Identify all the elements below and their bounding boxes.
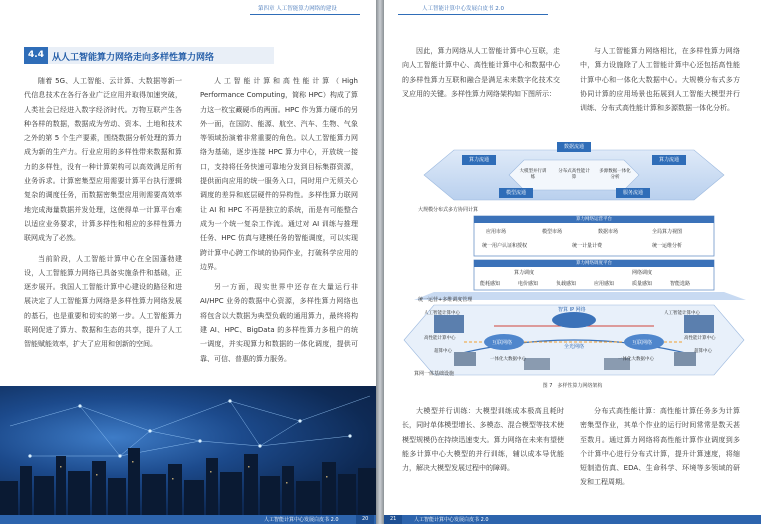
paragraph: 与人工智能算力网络相比，在多样性算力网络中，算力设施除了人工智能计算中心还包括高性能计算中心和一体化大数据中心。大规模分布式多方协同计算的应用场景也拓展到人工智能大模型并行训练、分布式高性能计算和多源数据一体化分析。 — [580, 47, 740, 113]
paragraph: 因此，算力网络从人工智能计算中心互联，走向人工智能计算中心、高性能计算中心和数据中心的多样性算力互联和融合是满足未来数字化技术交叉应用的关键。多样性算力网络架构如下图所示： — [402, 47, 560, 98]
flow-label: 算力流通 — [652, 155, 686, 165]
flow-label: 模型流通 — [499, 188, 533, 198]
footer-title: 人工智能计算中心发展白皮书 2.0 — [264, 517, 339, 523]
left-column-2 — [200, 74, 358, 372]
right-intro-column-2 — [580, 44, 740, 121]
center-label: 超算中心 — [694, 349, 712, 354]
paragraph: 大模型并行训练：大模型训练成本极高且耗时长，同时单体模型增长、多模态、混合模型等技术使模型规模仍在持续迅速变大。算力网络在未来有望使能多计算中心大模型的并行训练，辅以成本导优能力，解决大模型发展过程中的障碍。 — [402, 407, 564, 473]
layer-title: 统一运营+多维调度管理 — [418, 297, 473, 303]
center-label: 一体化大数据中心 — [490, 357, 526, 362]
network-label: 互联网络 — [492, 340, 513, 346]
flow-label: 数据流通 — [557, 142, 591, 152]
platform-item: 能耗感知 — [480, 281, 501, 287]
section-title: 从人工智能算力网络走向多样性算力网络 — [52, 53, 215, 63]
header-rule — [250, 14, 360, 15]
left-column-1 — [24, 74, 182, 358]
scenario-label: 大模型并行训练 — [519, 169, 547, 180]
platform-item: 模型市场 — [542, 229, 563, 235]
network-label: 全光网络 — [564, 344, 585, 350]
right-page — [384, 0, 761, 524]
figure-caption: 图 7 多样性算力网络架构 — [542, 383, 603, 389]
center-label: 一体化大数据中心 — [618, 357, 654, 362]
center-label: 高性能计算中心 — [684, 336, 716, 341]
platform-item: 质量感知 — [632, 281, 653, 287]
flow-label: 算力流通 — [462, 155, 496, 165]
center-label: 超算中心 — [434, 349, 452, 354]
book-gutter — [376, 0, 384, 524]
paragraph: 分布式高性能计算：高性能计算任务多为计算密集型作业，其单个作业的运行时间常常是数天甚至数月。通过算力网络将高性能计算作业调度到多个计算中心进行分布式计算，提升计算速度，将缩短制造仿真、EDA、生命科学、环境等多领域的研发和工程周期。 — [580, 407, 740, 487]
architecture-diagram — [394, 130, 754, 388]
chapter-header: 第四章 人工智能算力网络的建设 — [258, 6, 337, 12]
page-number: 20 — [356, 515, 374, 524]
scenario-label: 分布式高性能计算 — [558, 169, 590, 180]
platform-item: 应用市场 — [486, 229, 507, 235]
platform-item: 全局算力视图 — [652, 229, 683, 235]
city-network-image — [0, 386, 376, 515]
platform-item: 应用感知 — [594, 281, 615, 287]
book-header: 人工智能计算中心发展白皮书 2.0 — [422, 6, 504, 12]
section-number: 4.4 — [24, 47, 48, 64]
paragraph: 随着 5G、人工智能、云计算、大数据等新一代信息技术在各行各业广泛应用并取得加速突破，人类社会已经进入数字经济时代。万物互联产生各种各样的数据，数据成为劳动、资本、土地和技术之外的第 5 个生产要素，围绕数据分析处理的算力成为新的生产力。行业应用的多样性带来数据和算力的多样性，没有一种计算架构可以高效满足所有业务诉求。计算密集型应用需要计算平台执行逻辑复杂的调度任务，而数据密集型应用则需要高效率地完成海量数据并发处理，这使得单一计算平台难以适应业务要求，计算多样性和相应的多样性算力联网成为了必然。 — [24, 77, 182, 243]
network-label: 互联网络 — [632, 340, 653, 346]
platform-item: 统一计量计费 — [572, 243, 603, 249]
right-bottom-column-1 — [402, 404, 564, 481]
platform-item: 智能选路 — [670, 281, 691, 287]
flow-label: 服务流通 — [616, 188, 650, 198]
center-label: 人工智能计算中心 — [664, 311, 700, 316]
platform-item: 数据市场 — [598, 229, 619, 235]
center-label: 人工智能计算中心 — [424, 311, 460, 316]
page-number: 21 — [384, 515, 402, 524]
header-rule — [398, 14, 548, 15]
center-label: 高性能计算中心 — [424, 336, 456, 341]
right-bottom-column-2 — [580, 404, 740, 496]
network-label: 智算 IP 网络 — [558, 307, 586, 313]
layer-title: 算网一体基础设施 — [414, 371, 455, 377]
left-page — [0, 0, 376, 524]
scenario-label: 多源数据一体化分析 — [599, 169, 631, 180]
platform-item: 电价感知 — [518, 281, 539, 287]
paragraph: 人工智能计算和高性能计算（High Performance Computing，简称 HPC）构成了算力这一枚宝藏硬币的两面。HPC 作为算力硬币的另外一面，在国防、能源、航空、汽车、生物、气象等领域扮演着非常重要的角色。以人工智能算力网络为基础，逐步连接 HPC 算力中心，开放统一接口，支持将任务快速可靠地分发到目标集群资源，提供面向应用的统一服务入口，同时用户无须关心调度的差异和底层硬件的异构性。多样性算力联网让 AI 和 HPC 不再是独立的系统，而是有可能整合成为一个统一复杂工作流。通过对 AI 训练与推理任务、HPC 仿真与建模任务的智能调度，可以实现跨计算中心跨工作域的协同作业，打破科学应用的边界。 — [200, 77, 358, 271]
platform-item: 算力调度 — [514, 270, 535, 276]
paragraph: 当前阶段，人工智能计算中心在全国蓬勃建设，人工智能算力网络已具备实施条件和基础，正逐步展开。我国人工智能计算中心建设的路径和进展决定了人工智能算力网络是多样性算力网络发展的基石，也是重要和切实的第一步。人工智能算力联网促进了算力、数据和生态的共享，提升了人工智能赋能效率，扩大了应用和创新的空间。 — [24, 254, 182, 349]
city-skyline-illustration — [0, 386, 376, 515]
platform-title: 算力网络运营平台 — [576, 217, 612, 222]
platform-item: 网络调度 — [632, 270, 653, 276]
platform-title: 算力网络调度平台 — [576, 261, 612, 266]
right-intro-column-1 — [402, 44, 560, 107]
footer-title: 人工智能计算中心发展白皮书 2.0 — [414, 517, 489, 523]
layer-title: 大规模分布式多方协同计算 — [418, 207, 479, 213]
platform-item: 负载感知 — [556, 281, 577, 287]
platform-item: 统一用户认证和授权 — [482, 243, 528, 249]
platform-item: 统一运维分析 — [652, 243, 683, 249]
paragraph: 另一方面，现实世界中还存在大量运行非 AI/HPC 业务的数据中心资源，多样性算力网络也将包含以大数据为典型负载的通用算力，最终将构建 AI、HPC、BigData 的多样性算力多租户的统一调度，并实现算力和数据的一体化调度，提供可靠、可信、普惠的算力服务。 — [200, 283, 358, 363]
